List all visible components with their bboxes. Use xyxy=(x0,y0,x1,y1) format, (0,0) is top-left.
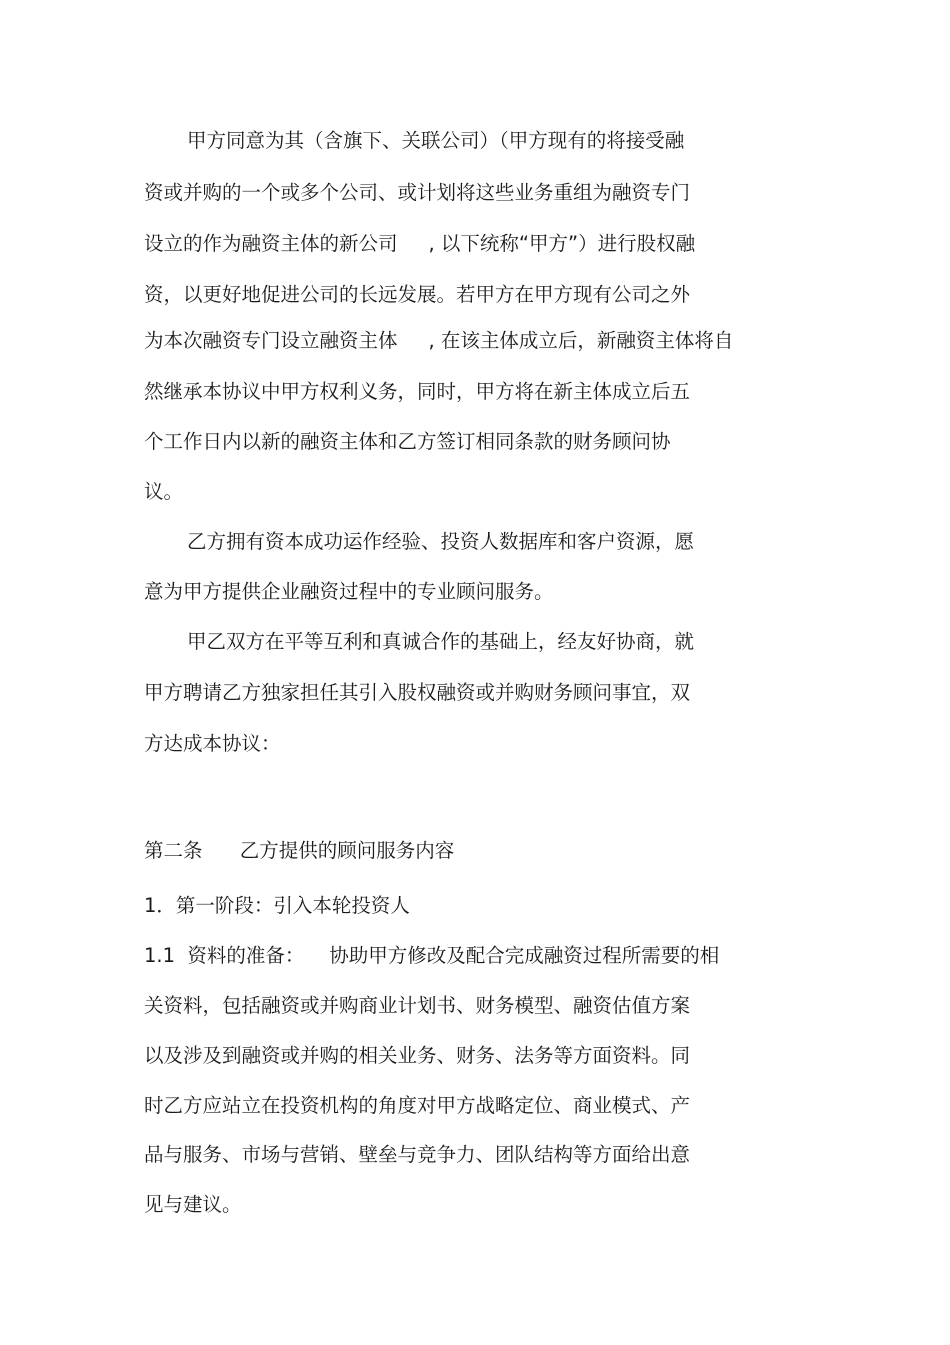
paragraph-1-line-4: 资，以更好地促进公司的长远发展。若甲方在甲方现有公司之外 xyxy=(144,283,691,306)
paragraph-1-line-1: 甲方同意为其（含旗下、关联公司）（甲方现有的将接受融 xyxy=(187,129,685,152)
paragraph-1-line-5: 为本次融资专门设立融资主体 , 在该主体成立后，新融资主体将自 xyxy=(144,329,734,352)
clause-1-1-line-4: 时乙方应站立在投资机构的角度对甲方战略定位、商业模式、产 xyxy=(144,1094,691,1117)
paragraph-1-line-6: 然继承本协议中甲方权利义务，同时，甲方将在新主体成立后五 xyxy=(144,380,691,403)
clause-1-1-line-5: 品与服务、市场与营销、壁垒与竞争力、团队结构等方面给出意 xyxy=(144,1143,691,1166)
paragraph-1-line-3: 设立的作为融资主体的新公司 , 以下统称“甲方”）进行股权融 xyxy=(144,232,696,255)
paragraph-1-line-8: 议。 xyxy=(144,480,184,503)
clause-1-1-line-3: 以及涉及到融资或并购的相关业务、财务、法务等方面资料。同 xyxy=(144,1044,691,1067)
paragraph-2-line-2: 意为甲方提供企业融资过程中的专业顾问服务。 xyxy=(144,580,554,603)
stage-1-heading: 1．第一阶段：引入本轮投资人 xyxy=(144,894,410,917)
paragraph-1-line-7: 个工作日内以新的融资主体和乙方签订相同条款的财务顾问协 xyxy=(144,430,671,453)
clause-1-1-line-2: 关资料，包括融资或并购商业计划书、财务模型、融资估值方案 xyxy=(144,994,691,1017)
paragraph-3-line-1: 甲乙双方在平等互利和真诚合作的基础上，经友好协商，就 xyxy=(187,630,695,653)
article-2-heading: 第二条 乙方提供的顾问服务内容 xyxy=(144,839,455,862)
clause-1-1-line-6: 见与建议。 xyxy=(144,1193,242,1216)
paragraph-3-line-3: 方达成本协议： xyxy=(144,732,281,755)
paragraph-3-line-2: 甲方聘请乙方独家担任其引入股权融资或并购财务顾问事宜，双 xyxy=(144,681,691,704)
paragraph-2-line-1: 乙方拥有资本成功运作经验、投资人数据库和客户资源，愿 xyxy=(187,530,695,553)
clause-1-1-line-1: 1.1 资料的准备： 协助甲方修改及配合完成融资过程所需要的相 xyxy=(144,944,720,967)
paragraph-1-line-2: 资或并购的一个或多个公司、或计划将这些业务重组为融资专门 xyxy=(144,181,691,204)
